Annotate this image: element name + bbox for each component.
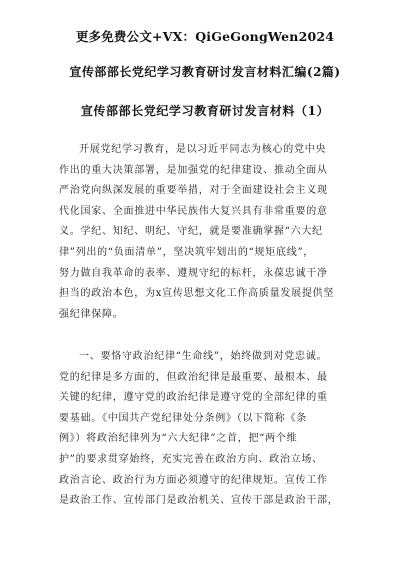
paragraph-line: 例》）将政治纪律列为“六大纪律”之首，把“两个维	[59, 433, 298, 445]
compilation-title: 宣传部部长党纪学习教育研讨发言材料汇编(2篇)	[69, 65, 341, 79]
paragraph-line: 律”列出的“负面清单”，坚决筑牢划出的“规矩底线”，	[59, 246, 315, 258]
paragraph-line: 开展党纪学习教育，是以习近平同志为核心的党中央	[79, 144, 327, 155]
paragraph-line: 要基础。《中国共产党纪律处分条例》（以下简称《条	[59, 412, 307, 424]
paragraph-line: 一、要恪守政治纪律“生命线”，始终做到对党忠诚。	[79, 351, 328, 362]
paragraph-line: 代化国家、全面推进中华民族伟大复兴具有非常重要的意	[59, 205, 328, 217]
paragraph-line: 义。学纪、知纪、明纪、守纪，就是要准确掌握“六大纪	[59, 226, 323, 238]
paragraph-line: 严治党向纵深发展的重要举措，对于全面建设社会主义现	[59, 185, 328, 197]
paragraph-line: 努力做自我革命的表率、遵规守纪的标杆，永葆忠诚干净	[59, 267, 328, 279]
paragraph-1	[59, 140, 359, 325]
paragraph-line: 是政治工作、宣传部门是政治机关、宣传干部是政治干部，	[59, 495, 339, 507]
paragraph-line: 政治言论、政治行为方面必须遵守的纪律规矩。宣传工作	[59, 474, 328, 486]
paragraph-line: 担当的政治本色，为x宣传思想文化工作高质量发展提供坚	[59, 288, 335, 300]
paragraph-line: 党的纪律是多方面的，但政治纪律是最重要、最根本、最	[59, 371, 328, 383]
promo-header: 更多免费公文+VX：QiGeGongWen2024	[75, 29, 335, 44]
paragraph-line: 护”的要求贯穿始终，充实完善在政治方向、政治立场、	[59, 453, 323, 465]
paragraph-2	[59, 347, 359, 512]
paragraph-line: 作出的重大决策部署，是加强党的纪律建设、推动全面从	[59, 164, 328, 176]
section-title: 宣传部部长党纪学习教育研讨发言材料（1）	[80, 104, 330, 118]
paragraph-line: 强纪律保障。	[59, 308, 124, 320]
paragraph-line: 关键的纪律，遵守党的政治纪律是遵守党的全部纪律的重	[59, 392, 328, 404]
